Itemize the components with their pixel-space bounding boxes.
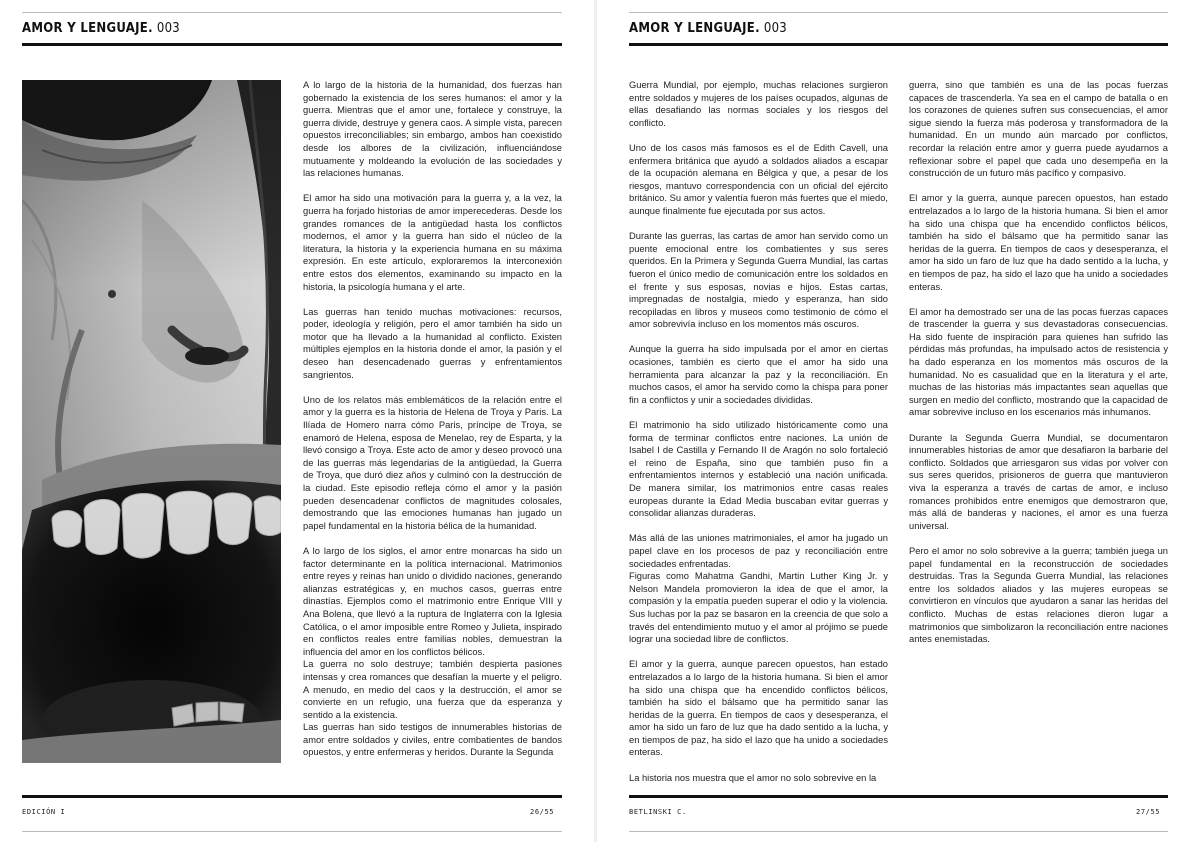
- paragraph: Uno de los casos más famosos es el de Edith Cavell, una enfermera británica que ayudó a soldados aliados a escapar de la ocupación alemana en Bélgica y que, a pesar de los riesgos, mantuvo correspondencia con un oficial del ejército británico. Su amor y valentía fueron más fuertes que el miedo, aunque finalmente fue ejecutada por sus actos.: [629, 142, 888, 216]
- paragraph: La guerra no solo destruye; también despierta pasiones intensas y crea romances que desafían la muerte y el peligro. A menudo, en medio del caos y la destrucción, el amor se convierte en un refugio, una fuerza que da esperanza y sentido a la existencia.: [303, 659, 562, 720]
- right-page: [596, 0, 1191, 842]
- paragraph: Más allá de las uniones matrimoniales, el amor ha jugado un papel clave en los procesos de paz y reconciliación entre sociedades enfrentadas.: [629, 533, 888, 569]
- page-number: 27/55: [1136, 808, 1161, 816]
- paragraph: El amor ha demostrado ser una de las pocas fuerzas capaces de trascender la guerra y sus devastadoras consecuencias. Ha sido fuente de inspiración para quienes han sufrido las pérdidas más profundas, ha impulsado actos de resistencia y ha dado esperanza en los momentos más oscuros de la humanidad. No es casualidad que en la literatura y el arte, muchas de las historias más impactantes sean aquellas que surgen en medio del conflicto, mostrando que la capacidad de amar sobrevive incluso en los escenarios más inhumanos.: [909, 306, 1168, 418]
- paragraph: Pero el amor no solo sobrevive a la guerra; también juega un papel fundamental en la reconstrucción de sociedades destruidas. Tras la Segunda Guerra Mundial, las relaciones entre los soldados aliados y las mujeres europeas se convirtieron en vínculos que ayudaron a sanar las heridas del conflicto. Muchas de estas relaciones dieron lugar a matrimonios que simbolizaron la reconciliación entre naciones antes enemistadas.: [909, 545, 1168, 645]
- paragraph: Uno de los relatos más emblemáticos de la relación entre el amor y la guerra es la historia de Helena de Troya y Paris. La Ilíada de Homero narra cómo Paris, príncipe de Troya, se enamoró de Helena, esposa de Menelao, rey de Esparta, y la llevó consigo a Troya. Este acto de amor y deseo provocó una de las guerras más legendarias de la antigüedad, la Guerra de Troya, que duró diez años y culminó con la destrucción de la ciudad. Este episodio refleja cómo el amor y la pasión pueden desencadenar conflictos de magnitudes colosales, demostrando que las emociones humanas han jugado un papel fundamental en la historia bélica de la humanidad.: [303, 394, 562, 531]
- article-column-2: [629, 79, 888, 784]
- running-header: [22, 21, 180, 36]
- footer-rule: [22, 795, 562, 798]
- paragraph: Figuras como Mahatma Gandhi, Martin Luther King Jr. y Nelson Mandela promovieron la idea de que el amor, la compasión y la empatía pueden superar el odio y la violencia. Sus luchas por la paz se basaron en la creencia de que solo a través del entendimiento mutuo y el amor al prójimo se puede lograr una sociedad libre de conflictos.: [629, 571, 888, 645]
- footer-author: BETLINSKI C.: [629, 808, 687, 816]
- paragraph: Las guerras han sido testigos de innumerables historias de amor entre soldados y civiles, entre combatientes de bandos opuestos, y entre enfermeras y heridos. Durante la Segunda: [303, 722, 562, 758]
- left-page: [0, 0, 595, 842]
- running-header: [629, 21, 787, 36]
- article-column-1: [303, 79, 562, 759]
- page-number: 26/55: [530, 808, 555, 816]
- paragraph: Guerra Mundial, por ejemplo, muchas relaciones surgieron entre soldados y mujeres de los países ocupados, algunas de ellas desafiando las normas sociales y los riesgos del conflicto.: [629, 80, 888, 128]
- paragraph: El amor y la guerra, aunque parecen opuestos, han estado entrelazados a lo largo de la historia humana. Si bien el amor ha sido una chispa que ha encendido conflictos bélicos, también ha sido el bálsamo que ha permitido sanar las heridas de la guerra. En tiempos de caos y desesperanza, el amor ha sido un faro de luz que ha dado sentido a la lucha, y en tiempos de paz, ha sido el lazo que ha unido a sociedades enteras.: [629, 659, 888, 758]
- header-title: AMOR Y LENGUAJE.: [629, 21, 760, 36]
- top-rule: [22, 12, 562, 13]
- paragraph: guerra, sino que también es una de las pocas fuerzas capaces de trascenderla. Ya sea en el campo de batalla o en los corazones de quienes sufren sus consecuencias, el amor sigue siendo la fuerza más poderosa y transformadora de la humanidad. En un mundo aún marcado por conflictos, recordar la relación entre amor y guerra puede ayudarnos a reflexionar sobre el papel que cada uno desempeña en la construcción de un futuro más pacífico y compasivo.: [909, 80, 1168, 179]
- header-number: 003: [763, 21, 788, 36]
- header-rule: [22, 43, 562, 46]
- header-title: AMOR Y LENGUAJE.: [22, 21, 153, 36]
- header-rule: [629, 43, 1168, 46]
- bottom-rule: [22, 831, 562, 832]
- paragraph: Durante las guerras, las cartas de amor han servido como un puente emocional entre los combatientes y sus seres queridos. En la Primera y Segunda Guerra Mundial, las cartas fueron el único medio de comunicación entre los soldados en el frente y sus esposas, novias e hijos. Estas cartas, impregnadas de nostalgia, miedo y esperanza, han sido recopiladas en libros y museos como testimonio de cómo el amor sobrevivía incluso en los momentos más oscuros.: [629, 231, 888, 330]
- paragraph: Las guerras han tenido muchas motivaciones: recursos, poder, ideología y religión, pero el amor también ha sido un motor que ha llevado a la humanidad al conflicto. Existen múltiples ejemplos en la historia donde el amor, la pasión y el deseo han desencadenado guerras y enfrentamientos sangrientos.: [303, 306, 562, 380]
- paragraph: Aunque la guerra ha sido impulsada por el amor en ciertas ocasiones, también es cierto que el amor ha sido una herramienta para alcanzar la paz y la reconciliación. En muchos casos, el amor ha servido como la chispa para poner fin a conflictos y unir a sociedades divididas.: [629, 344, 888, 405]
- screaming-face-photo: [22, 80, 281, 763]
- footer-edition: EDICIÓN I: [22, 808, 66, 816]
- top-rule: [629, 12, 1168, 13]
- article-column-3: [909, 79, 1168, 646]
- paragraph: La historia nos muestra que el amor no solo sobrevive en la: [629, 772, 877, 783]
- paragraph: A lo largo de la historia de la humanidad, dos fuerzas han gobernado la existencia de los seres humanos: el amor y la guerra. Mientras que el amor une, fortalece y construye, la guerra divide, destruye y genera caos. A simple vista, parecen opuestos irreconciliables; sin embargo, ambos han coexistido desde los albores de la civilización, influenciándose mutuamente y moldeando la evolución de las sociedades y las relaciones humanas.: [303, 80, 562, 179]
- bottom-rule: [629, 831, 1168, 832]
- paragraph: Durante la Segunda Guerra Mundial, se documentaron innumerables historias de amor que desafiaron la barbarie del conflicto. Soldados que arriesgaron sus vidas por volver con sus seres queridos, prisioneros de guerra que mantuvieron viva la esperanza a través de cartas de amor, e incluso romances prohibidos entre enemigos que demostraron que, más allá de banderas y naciones, el amor es una fuerza universal.: [909, 432, 1168, 531]
- paragraph: El amor y la guerra, aunque parecen opuestos, han estado entrelazados a lo largo de la historia humana. Si bien el amor ha sido una chispa que ha encendido conflictos bélicos, también ha sido el bálsamo que ha permitido sanar las heridas de la guerra. En tiempos de caos y desesperanza, el amor ha sido un faro de luz que ha dado sentido a la lucha, y en tiempos de paz, ha sido el lazo que ha unido a sociedades enteras.: [909, 193, 1168, 292]
- footer-rule: [629, 795, 1168, 798]
- paragraph: El matrimonio ha sido utilizado históricamente como una forma de terminar conflictos entre naciones. La unión de Isabel I de Castilla y Fernando II de Aragón no solo fortaleció el reino de España, sino que también puso fin a enfrentamientos internos y estableció una nación unificada. De manera similar, los matrimonios entre casas reales europeas durante la Edad Media buscaban evitar guerras y consolidar alianzas duraderas.: [629, 420, 888, 519]
- header-number: 003: [156, 21, 181, 36]
- paragraph: El amor ha sido una motivación para la guerra y, a la vez, la guerra ha forjado historias de amor imperecederas. Desde los grandes romances de la antigüedad hasta los conflictos modernos, el amor y la guerra han sido el núcleo de la literatura, la historia y la experiencia humana en su máxima expresión. En este artículo, exploraremos la interconexión entre estos dos elementos, examinando su impacto en la historia, la psicología humana y el arte.: [303, 193, 562, 292]
- paragraph: A lo largo de los siglos, el amor entre monarcas ha sido un factor determinante en la política internacional. Matrimonios entre reyes y reinas han unido o dividido naciones, generando alianzas estratégicas y, en muchos casos, guerras entre dinastías. Ejemplos como el matrimonio entre Enrique VIII y Ana Bolena, que llevó a la ruptura de Inglaterra con la Iglesia Católica, o el amor imposible entre Romeo y Julieta, inspirado en conflictos reales entre familias nobles, demuestran la influencia del amor en los conflictos bélicos.: [303, 545, 562, 657]
